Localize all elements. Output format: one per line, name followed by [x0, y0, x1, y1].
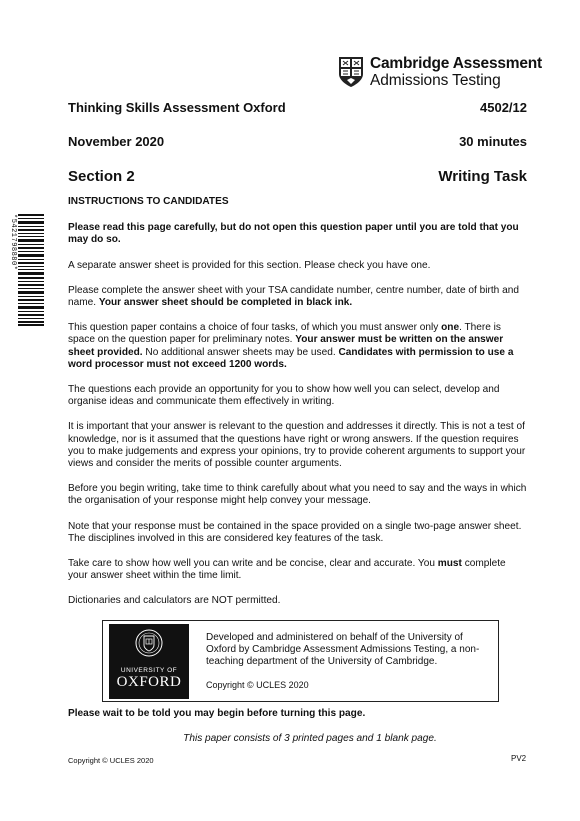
instruction-text: Please complete the answer sheet with your TSA candidate number, centre number, date of birth and name. [68, 284, 519, 309]
instruction-opportunity: The questions each provide an opportunity for you to show how well you can select, develop and organise ideas and communicate them effectively in writing. [68, 384, 500, 408]
oxford-crest-icon [135, 628, 163, 658]
barcode-digits: *5421798880* [9, 214, 17, 271]
page-count-notice: This paper consists of 3 printed pages and 1 blank page. [183, 733, 437, 744]
instruction-text: No additional answer sheets may be used. [142, 346, 339, 358]
header-row-1 [68, 100, 527, 115]
instruction-text: complete your answer sheet within the time limit. [68, 558, 506, 582]
oxford-logo [109, 624, 189, 699]
exam-duration: 30 minutes [459, 134, 527, 149]
instruction-concise [68, 558, 528, 582]
instruction-emphasis: Your answer sheet should be completed in black ink. [98, 297, 353, 309]
oxford-name: OXFORD [116, 674, 182, 690]
instruction-choice-of-tasks [68, 322, 528, 371]
oxford-copyright: Copyright © UCLES 2020 [206, 680, 309, 690]
instructions-body [68, 196, 528, 621]
instruction-complete-sheet [68, 285, 528, 309]
instruction-emphasis: Your answer must be written on the answer sheet provided. [68, 334, 504, 358]
cambridge-shield-icon [338, 56, 364, 88]
cambridge-logo [338, 55, 542, 89]
instruction-answer-sheet: A separate answer sheet is provided for this section. Please check you have one. [68, 259, 431, 271]
header-row-3 [68, 168, 527, 185]
instruction-planning: Before you begin writing, take time to think carefully about what you need to say and the ways in which the organisation of your response might help convey your message. [68, 483, 527, 507]
instruction-dictionaries: Dictionaries and calculators are NOT permitted. [68, 595, 281, 607]
footer-code: PV2 [511, 754, 527, 763]
oxford-description: Developed and administered on behalf of the University of Oxford by Cambridge Assessment Admissions Testing, a non-teaching department of the University of Cambridge. [206, 632, 480, 667]
instruction-read-carefully: Please read this page carefully, but do not open this question paper until you are told that you may do so. [68, 222, 519, 246]
barcode [18, 214, 44, 326]
instruction-space: Note that your response must be contained in the space provided on a single two-page answer sheet. The disciplines involved in this are considered key features of the task. [68, 520, 522, 544]
instruction-relevance: It is important that your answer is relevant to the question and addresses it directly. This is not a test of knowledge, nor is it assumed that the questions have right or wrong answers. If the question requires you to make judgements and express your opinions, try to provide coherent arguments to support your views and consider the merits of possible counter arguments. [68, 421, 526, 470]
instruction-text: . There is space on the question paper for preliminary notes. [68, 322, 501, 346]
footer-copyright: Copyright © UCLES 2020 [68, 756, 154, 765]
oxford-university-label: UNIVERSITY OF [120, 667, 178, 674]
paper-code: 4502/12 [480, 100, 527, 115]
instruction-text: This question paper contains a choice of four tasks, of which you must answer only [68, 322, 442, 334]
wait-notice: Please wait to be told you may begin before turning this page. [68, 708, 366, 719]
exam-session: November 2020 [68, 134, 165, 149]
logo-line-2: Admissions Testing [370, 72, 501, 89]
header-row-2 [68, 134, 527, 149]
instructions-heading: INSTRUCTIONS TO CANDIDATES [68, 196, 229, 207]
logo-line-1: Cambridge Assessment [370, 55, 543, 72]
instruction-text: Take care to show how well you can write and be concise, clear and accurate. You [68, 558, 438, 570]
section-label: Section 2 [68, 168, 135, 185]
exam-title: Thinking Skills Assessment Oxford [68, 100, 286, 115]
instruction-emphasis: must [437, 558, 462, 570]
section-title: Writing Task [438, 168, 527, 185]
instruction-emphasis: one [441, 322, 460, 334]
oxford-info-box [102, 620, 499, 702]
instruction-emphasis: Candidates with permission to use a word processor must not exceed 1200 words. [68, 346, 514, 370]
